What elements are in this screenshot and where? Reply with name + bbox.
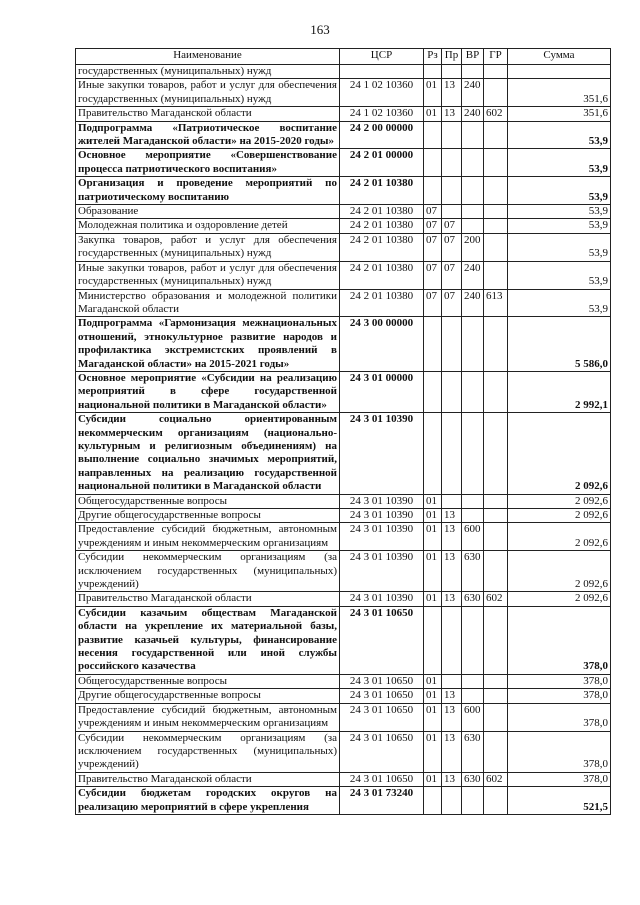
cell-pr: [442, 413, 462, 494]
cell-pr: [442, 787, 462, 815]
cell-name: Закупка товаров, работ и услуг для обеспечения государственных (муниципальных) нужд: [76, 233, 340, 261]
cell-gr: 602: [484, 592, 508, 606]
table-row: [76, 509, 611, 523]
cell-csr: 24 3 01 73240: [340, 787, 424, 815]
cell-sum: 351,6: [508, 107, 611, 121]
cell-pr: [442, 121, 462, 149]
cell-csr: 24 3 01 10390: [340, 509, 424, 523]
cell-rz: 01: [424, 509, 442, 523]
cell-sum: 53,9: [508, 219, 611, 233]
cell-csr: 24 3 01 00000: [340, 371, 424, 412]
cell-rz: [424, 121, 442, 149]
cell-csr: 24 2 01 10380: [340, 177, 424, 205]
column-header-sum: Сумма: [508, 49, 611, 65]
table-row: [76, 205, 611, 219]
table-row: [76, 79, 611, 107]
cell-csr: 24 2 01 00000: [340, 149, 424, 177]
cell-sum: 2 092,6: [508, 592, 611, 606]
cell-vr: 240: [462, 79, 484, 107]
cell-gr: [484, 689, 508, 703]
table-row: [76, 177, 611, 205]
cell-csr: 24 3 01 10650: [340, 689, 424, 703]
cell-rz: 07: [424, 233, 442, 261]
cell-csr: 24 3 01 10390: [340, 551, 424, 592]
cell-csr: 24 3 00 00000: [340, 317, 424, 372]
cell-pr: 13: [442, 592, 462, 606]
cell-sum: 53,9: [508, 121, 611, 149]
table-row: [76, 606, 611, 674]
cell-pr: 07: [442, 261, 462, 289]
cell-gr: [484, 65, 508, 79]
cell-rz: 01: [424, 674, 442, 688]
cell-pr: 07: [442, 219, 462, 233]
table-row: [76, 674, 611, 688]
table-row: [76, 219, 611, 233]
cell-rz: [424, 413, 442, 494]
cell-sum: 378,0: [508, 606, 611, 674]
table-row: [76, 261, 611, 289]
cell-gr: [484, 703, 508, 731]
cell-sum: 378,0: [508, 689, 611, 703]
cell-vr: [462, 121, 484, 149]
cell-pr: 07: [442, 289, 462, 317]
cell-name: Основное мероприятие «Совершенствование процесса патриотического воспитания»: [76, 149, 340, 177]
cell-sum: 2 092,6: [508, 523, 611, 551]
cell-gr: [484, 787, 508, 815]
cell-name: Субсидии некоммерческим организациям (за исключением государственных (муниципальных) учреждений): [76, 731, 340, 772]
cell-rz: [424, 65, 442, 79]
cell-csr: 24 2 01 10380: [340, 289, 424, 317]
cell-vr: [462, 413, 484, 494]
table-row: [76, 703, 611, 731]
cell-sum: 5 586,0: [508, 317, 611, 372]
cell-vr: [462, 177, 484, 205]
cell-csr: 24 2 01 10380: [340, 261, 424, 289]
cell-rz: 01: [424, 689, 442, 703]
cell-name: Субсидии казачьим обществам Магаданской области на укрепление их материальной базы, развитие казачьей культуры, финансирование несения государственной или иной службы российского казачества: [76, 606, 340, 674]
cell-gr: [484, 413, 508, 494]
cell-rz: 01: [424, 703, 442, 731]
cell-name: Правительство Магаданской области: [76, 772, 340, 786]
cell-gr: [484, 233, 508, 261]
cell-gr: [484, 731, 508, 772]
table-row: [76, 149, 611, 177]
cell-sum: 53,9: [508, 205, 611, 219]
cell-vr: [462, 787, 484, 815]
cell-pr: [442, 65, 462, 79]
cell-csr: 24 3 01 10390: [340, 413, 424, 494]
cell-pr: 07: [442, 233, 462, 261]
cell-sum: 378,0: [508, 772, 611, 786]
cell-csr: 24 2 01 10380: [340, 233, 424, 261]
cell-rz: 07: [424, 219, 442, 233]
cell-csr: 24 3 01 10650: [340, 606, 424, 674]
cell-name: Молодежная политика и оздоровление детей: [76, 219, 340, 233]
table-body: [76, 65, 611, 815]
cell-name: Общегосударственные вопросы: [76, 674, 340, 688]
cell-sum: 351,6: [508, 79, 611, 107]
cell-vr: [462, 494, 484, 508]
cell-rz: 01: [424, 551, 442, 592]
budget-table: [75, 48, 611, 815]
cell-sum: 53,9: [508, 233, 611, 261]
table-row: [76, 551, 611, 592]
column-header-vr: ВР: [462, 49, 484, 65]
cell-name: Правительство Магаданской области: [76, 107, 340, 121]
table-row: [76, 371, 611, 412]
cell-name: Подпрограмма «Гармонизация межнациональных отношений, этнокультурное развитие народов и профилактика экстремистских проявлений в Магаданской области» на 2015-2021 годы»: [76, 317, 340, 372]
cell-gr: [484, 317, 508, 372]
table-row: [76, 523, 611, 551]
column-header-csr: ЦСР: [340, 49, 424, 65]
cell-rz: 01: [424, 523, 442, 551]
table-row: [76, 731, 611, 772]
cell-csr: 24 2 01 10380: [340, 219, 424, 233]
cell-vr: [462, 149, 484, 177]
cell-sum: 2 092,6: [508, 413, 611, 494]
cell-name: Правительство Магаданской области: [76, 592, 340, 606]
cell-vr: 240: [462, 261, 484, 289]
cell-rz: 01: [424, 494, 442, 508]
cell-gr: [484, 523, 508, 551]
cell-name: Предоставление субсидий бюджетным, автономным учреждениям и иным некоммерческим организациям: [76, 703, 340, 731]
cell-pr: 13: [442, 551, 462, 592]
cell-gr: 602: [484, 772, 508, 786]
cell-gr: [484, 121, 508, 149]
cell-vr: [462, 65, 484, 79]
cell-sum: 378,0: [508, 674, 611, 688]
cell-gr: 602: [484, 107, 508, 121]
table-row: [76, 413, 611, 494]
cell-pr: 13: [442, 107, 462, 121]
column-header-rz: Рз: [424, 49, 442, 65]
cell-name: Субсидии некоммерческим организациям (за исключением государственных (муниципальных) учреждений): [76, 551, 340, 592]
cell-name: Подпрограмма «Патриотическое воспитание жителей Магаданской области» на 2015-2020 годы»: [76, 121, 340, 149]
cell-vr: [462, 317, 484, 372]
cell-pr: 13: [442, 703, 462, 731]
table-row: [76, 494, 611, 508]
cell-pr: 13: [442, 689, 462, 703]
cell-vr: 600: [462, 523, 484, 551]
table-row: [76, 107, 611, 121]
cell-gr: [484, 177, 508, 205]
cell-vr: [462, 606, 484, 674]
table-row: [76, 787, 611, 815]
cell-pr: [442, 149, 462, 177]
cell-vr: [462, 509, 484, 523]
cell-pr: 13: [442, 731, 462, 772]
cell-name: Основное мероприятие «Субсидии на реализацию мероприятий в сфере государственной национальной политики в Магаданской области»: [76, 371, 340, 412]
cell-vr: [462, 219, 484, 233]
cell-pr: 13: [442, 523, 462, 551]
table-row: [76, 233, 611, 261]
cell-vr: 630: [462, 592, 484, 606]
table-row: [76, 65, 611, 79]
cell-name: Министерство образования и молодежной политики Магаданской области: [76, 289, 340, 317]
cell-name: государственных (муниципальных) нужд: [76, 65, 340, 79]
cell-name: Предоставление субсидий бюджетным, автономным учреждениям и иным некоммерческим организациям: [76, 523, 340, 551]
cell-sum: 2 092,6: [508, 494, 611, 508]
cell-vr: [462, 674, 484, 688]
cell-rz: 07: [424, 261, 442, 289]
cell-name: Другие общегосударственные вопросы: [76, 509, 340, 523]
cell-csr: 24 1 02 10360: [340, 79, 424, 107]
cell-sum: 378,0: [508, 731, 611, 772]
cell-vr: 600: [462, 703, 484, 731]
column-header-name: Наименование: [76, 49, 340, 65]
cell-pr: [442, 371, 462, 412]
cell-pr: [442, 606, 462, 674]
cell-csr: [340, 65, 424, 79]
column-header-pr: Пр: [442, 49, 462, 65]
cell-sum: 53,9: [508, 177, 611, 205]
cell-vr: [462, 689, 484, 703]
table-row: [76, 689, 611, 703]
cell-name: Общегосударственные вопросы: [76, 494, 340, 508]
cell-csr: 24 3 01 10650: [340, 674, 424, 688]
cell-rz: [424, 317, 442, 372]
cell-name: Субсидии бюджетам городских округов на реализацию мероприятий в сфере укрепления: [76, 787, 340, 815]
cell-csr: 24 3 01 10650: [340, 731, 424, 772]
table-row: [76, 121, 611, 149]
cell-rz: [424, 149, 442, 177]
cell-sum: 2 092,6: [508, 509, 611, 523]
cell-gr: 613: [484, 289, 508, 317]
cell-name: Организация и проведение мероприятий по патриотическому воспитанию: [76, 177, 340, 205]
cell-csr: 24 2 01 10380: [340, 205, 424, 219]
cell-rz: 01: [424, 772, 442, 786]
cell-gr: [484, 371, 508, 412]
cell-vr: [462, 205, 484, 219]
cell-sum: [508, 65, 611, 79]
cell-gr: [484, 674, 508, 688]
cell-rz: [424, 787, 442, 815]
cell-name: Иные закупки товаров, работ и услуг для обеспечения государственных (муниципальных) нужд: [76, 79, 340, 107]
cell-gr: [484, 205, 508, 219]
cell-gr: [484, 606, 508, 674]
cell-vr: 630: [462, 551, 484, 592]
cell-sum: 378,0: [508, 703, 611, 731]
table-row: [76, 592, 611, 606]
table-row: [76, 772, 611, 786]
cell-csr: 24 3 01 10390: [340, 494, 424, 508]
cell-csr: 24 3 01 10390: [340, 523, 424, 551]
cell-pr: 13: [442, 772, 462, 786]
cell-rz: 01: [424, 107, 442, 121]
cell-sum: 2 092,6: [508, 551, 611, 592]
cell-rz: 01: [424, 592, 442, 606]
cell-gr: [484, 219, 508, 233]
cell-sum: 53,9: [508, 261, 611, 289]
cell-csr: 24 2 00 00000: [340, 121, 424, 149]
cell-rz: 07: [424, 289, 442, 317]
cell-vr: 240: [462, 107, 484, 121]
cell-vr: 630: [462, 731, 484, 772]
cell-rz: [424, 371, 442, 412]
cell-name: Образование: [76, 205, 340, 219]
cell-gr: [484, 551, 508, 592]
cell-rz: 07: [424, 205, 442, 219]
cell-rz: [424, 177, 442, 205]
cell-rz: 01: [424, 731, 442, 772]
cell-pr: [442, 674, 462, 688]
cell-name: Иные закупки товаров, работ и услуг для обеспечения государственных (муниципальных) нужд: [76, 261, 340, 289]
table-row: [76, 317, 611, 372]
table-header-row: [76, 49, 611, 65]
page-number: 163: [310, 22, 330, 37]
cell-name: Другие общегосударственные вопросы: [76, 689, 340, 703]
cell-sum: 53,9: [508, 149, 611, 177]
cell-name: Субсидии социально ориентированным некоммерческим организациям (национально-культурным и религиозным объединениям) на выполнение социально значимых мероприятий, направленных на реализацию государственной национальной политики в Магаданской области: [76, 413, 340, 494]
cell-gr: [484, 509, 508, 523]
cell-gr: [484, 149, 508, 177]
cell-vr: 240: [462, 289, 484, 317]
cell-pr: [442, 494, 462, 508]
cell-csr: 24 1 02 10360: [340, 107, 424, 121]
table-row: [76, 289, 611, 317]
cell-gr: [484, 79, 508, 107]
cell-sum: 521,5: [508, 787, 611, 815]
cell-csr: 24 3 01 10650: [340, 772, 424, 786]
cell-gr: [484, 261, 508, 289]
cell-pr: [442, 205, 462, 219]
cell-csr: 24 3 01 10390: [340, 592, 424, 606]
cell-csr: 24 3 01 10650: [340, 703, 424, 731]
cell-pr: [442, 177, 462, 205]
cell-pr: 13: [442, 509, 462, 523]
cell-pr: 13: [442, 79, 462, 107]
cell-pr: [442, 317, 462, 372]
cell-sum: 53,9: [508, 289, 611, 317]
cell-gr: [484, 494, 508, 508]
column-header-gr: ГР: [484, 49, 508, 65]
cell-vr: 200: [462, 233, 484, 261]
cell-rz: [424, 606, 442, 674]
cell-vr: 630: [462, 772, 484, 786]
cell-rz: 01: [424, 79, 442, 107]
cell-vr: [462, 371, 484, 412]
cell-sum: 2 992,1: [508, 371, 611, 412]
